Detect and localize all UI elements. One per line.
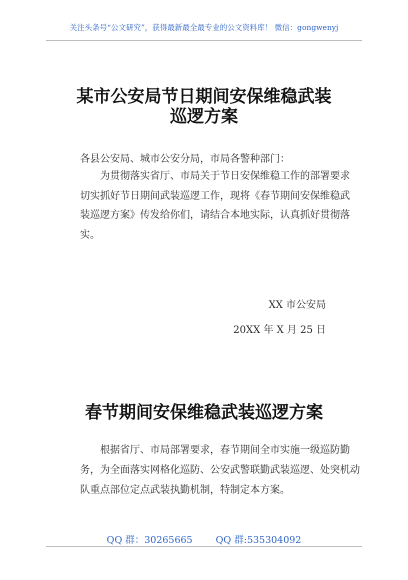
signatory: XX 市公安局 [268,300,326,311]
notice-salutation: 各县公安局、城市公安分局，市局各警种部门： [80,154,290,165]
plan-body-line: 根据省厅、市局部署要求，春节期间全市实施一级巡防勤 [100,445,350,456]
footer-contacts [0,532,408,546]
footer-qq-group-1: QQ 群：30265665 [106,535,193,546]
footer-divider [46,546,362,547]
notice-title-line-2: 巡逻方案 [170,107,238,127]
header-divider [46,40,362,41]
notice-body-line: 切实抓好节日期间武装巡逻工作，现将《春节期间安保维稳武 [80,191,350,202]
footer-qq-group-2: QQ 群:535304092 [215,535,302,546]
plan-body-line: 务，为全面落实网格化巡防、公安武警联勤武装巡逻、处突机动 [80,465,360,476]
notice-body-line: 装巡逻方案》传发给你们，请结合本地实际，认真抓好贯彻落 [80,210,350,221]
header-promo-note: 关注头条号“公文研究”，获得最新最全最专业的公文资料库！ 微信：gongwenyj [69,23,339,32]
plan-title: 春节期间安保维稳武装巡逻方案 [85,403,323,423]
issue-date: 20XX 年 X 月 25 日 [233,325,326,336]
plan-body-line: 队重点部位定点武装执勤机制，特制定本方案。 [80,485,290,496]
notice-body-line: 为贯彻落实省厅、市局关于节日安保维稳工作的部署要求 [100,171,350,182]
notice-title-line-1: 某市公安局节日期间安保维稳武装 [76,87,332,107]
notice-body-line: 实。 [80,230,100,241]
